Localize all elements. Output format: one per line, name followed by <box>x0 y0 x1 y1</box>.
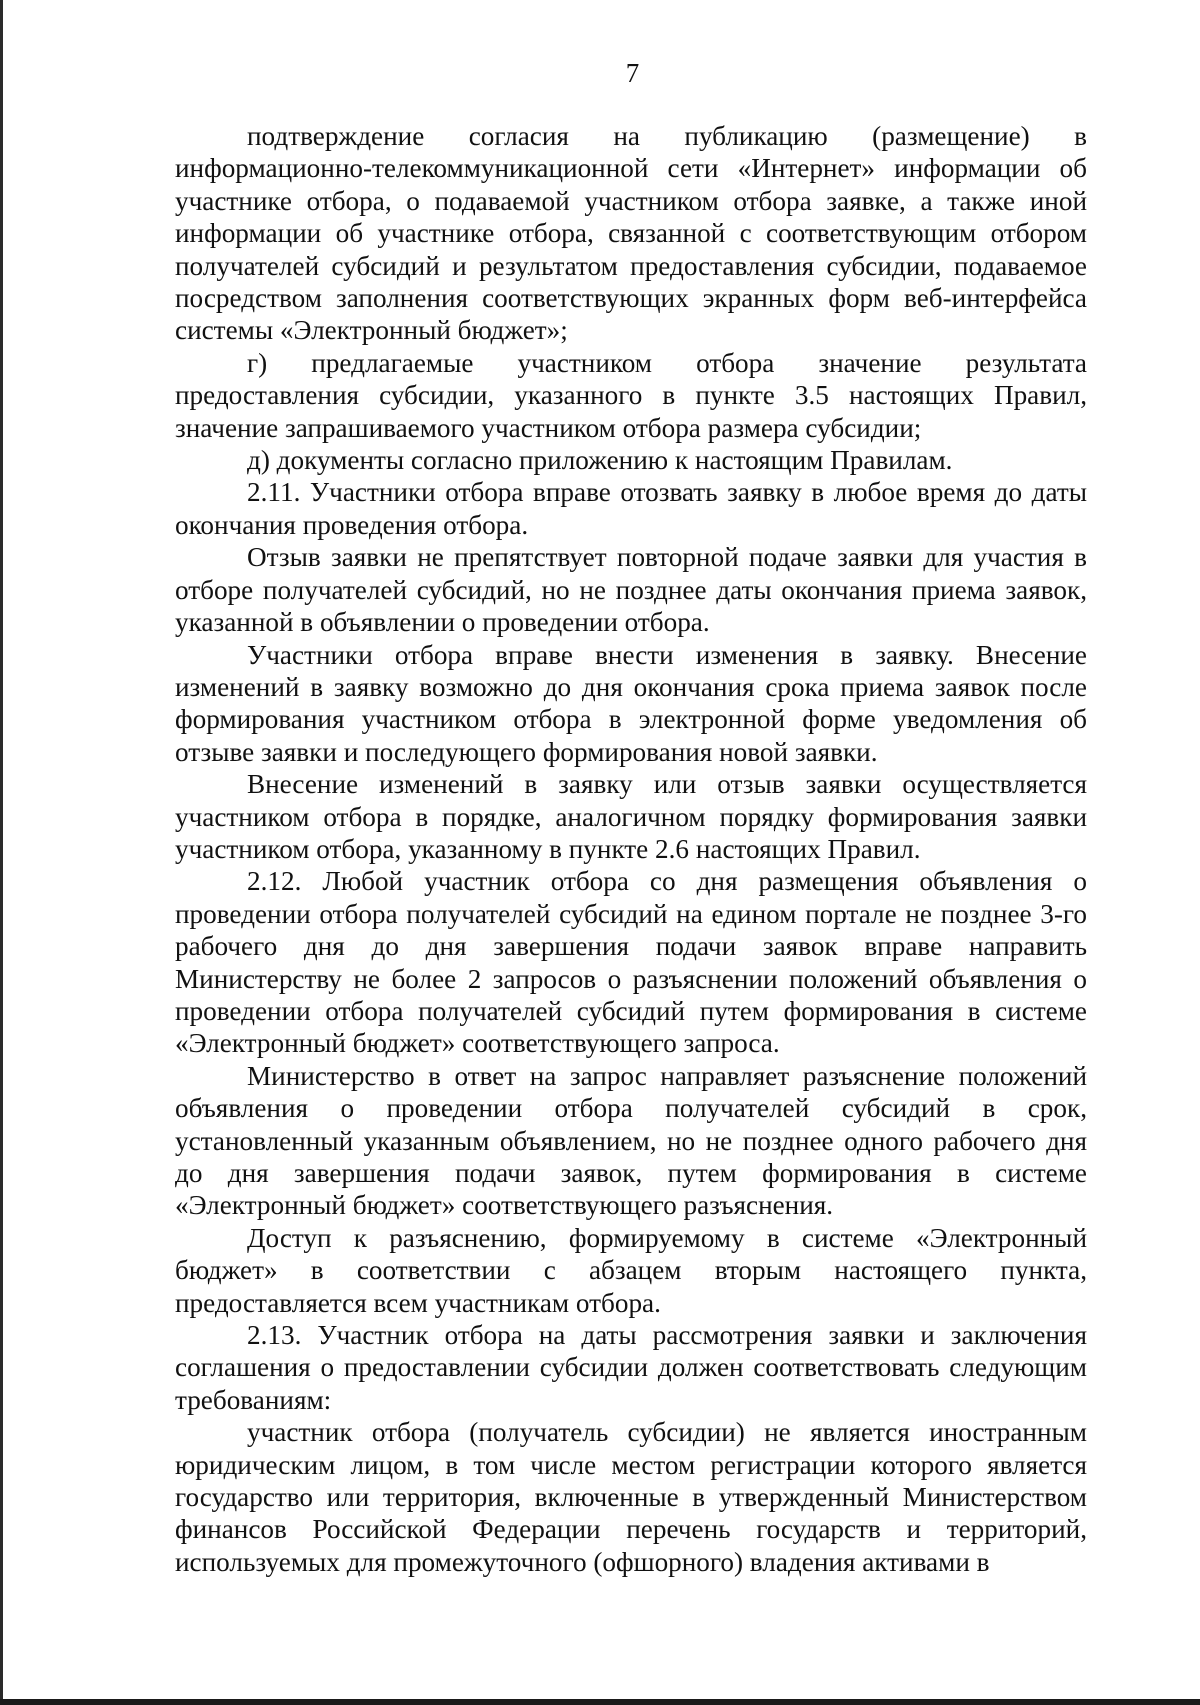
document-body <box>175 120 1087 1578</box>
paragraph: 2.12. Любой участник отбора со дня размещения объявления о проведении отбора получателей субсидий на едином портале не позднее 3-го рабочего дня до дня завершения подачи заявок вправе направить Министерству не более 2 запросов о разъяснении положений объявления о проведении отбора получателей субсидий путем формирования в системе «Электронный бюджет» соответствующего запроса. <box>175 866 1087 1059</box>
paragraph: участник отбора (получатель субсидии) не является иностранным юридическим лицом, в том числе местом регистрации которого является государство или территория, включенные в утвержденный Министерством финансов Российской Федерации перечень государств и территорий, используемых для промежуточного (офшорного) владения активами в <box>175 1417 1087 1577</box>
paragraph: 2.11. Участники отбора вправе отозвать заявку в любое время до даты окончания проведения отбора. <box>175 477 1087 540</box>
paragraph: Доступ к разъяснению, формируемому в системе «Электронный бюджет» в соответствии с абзацем вторым настоящего пункта, предоставляется всем участникам отбора. <box>175 1222 1087 1318</box>
paragraph: Внесение изменений в заявку или отзыв заявки осуществляется участником отбора в порядке, аналогичном порядку формирования заявки участником отбора, указанному в пункте 2.6 настоящих Правил. <box>175 769 1087 864</box>
paragraph: Министерство в ответ на запрос направляет разъяснение положений объявления о проведении отбора получателей субсидий в срок, установленный указанным объявлением, но не позднее одного рабочего дня до дня завершения подачи заявок, путем формирования в системе «Электронный бюджет» соответствующего разъяснения. <box>175 1060 1087 1221</box>
page-number: 7 <box>625 58 640 88</box>
paragraph: Участники отбора вправе внести изменения в заявку. Внесение изменений в заявку возможно до дня окончания срока приема заявок после формирования участником отбора в электронной форме уведомления об отзыве заявки и последующего формирования новой заявки. <box>175 639 1087 767</box>
paragraph: 2.13. Участник отбора на даты рассмотрения заявки и заключения соглашения о предоставлении субсидии должен соответствовать следующим требованиям: <box>175 1320 1087 1415</box>
paragraph: д) документы согласно приложению к настоящим Правилам. <box>247 445 953 476</box>
paragraph: г) предлагаемые участником отбора значение результата предоставления субсидии, указанного в пункте 3.5 настоящих Правил, значение запрашиваемого участником отбора размера субсидии; <box>175 347 1087 443</box>
paragraph: подтверждение согласия на публикацию (размещение) в информационно-телекоммуникационной сети «Интернет» информации об участнике отбора, о подаваемой участником отбора заявке, а также иной информации об участнике отбора, связанной с соответствующим отбором получателей субсидий и результатом предоставления субсидии, подаваемое посредством заполнения соответствующих экранных форм веб-интерфейса системы «Электронный бюджет»; <box>175 121 1087 346</box>
scan-left-edge <box>0 0 3 1705</box>
paragraph: Отзыв заявки не препятствует повторной подаче заявки для участия в отборе получателей субсидий, но не позднее даты окончания приема заявок, указанной в объявлении о проведении отбора. <box>175 542 1087 638</box>
scan-bottom-edge <box>0 1699 1200 1705</box>
